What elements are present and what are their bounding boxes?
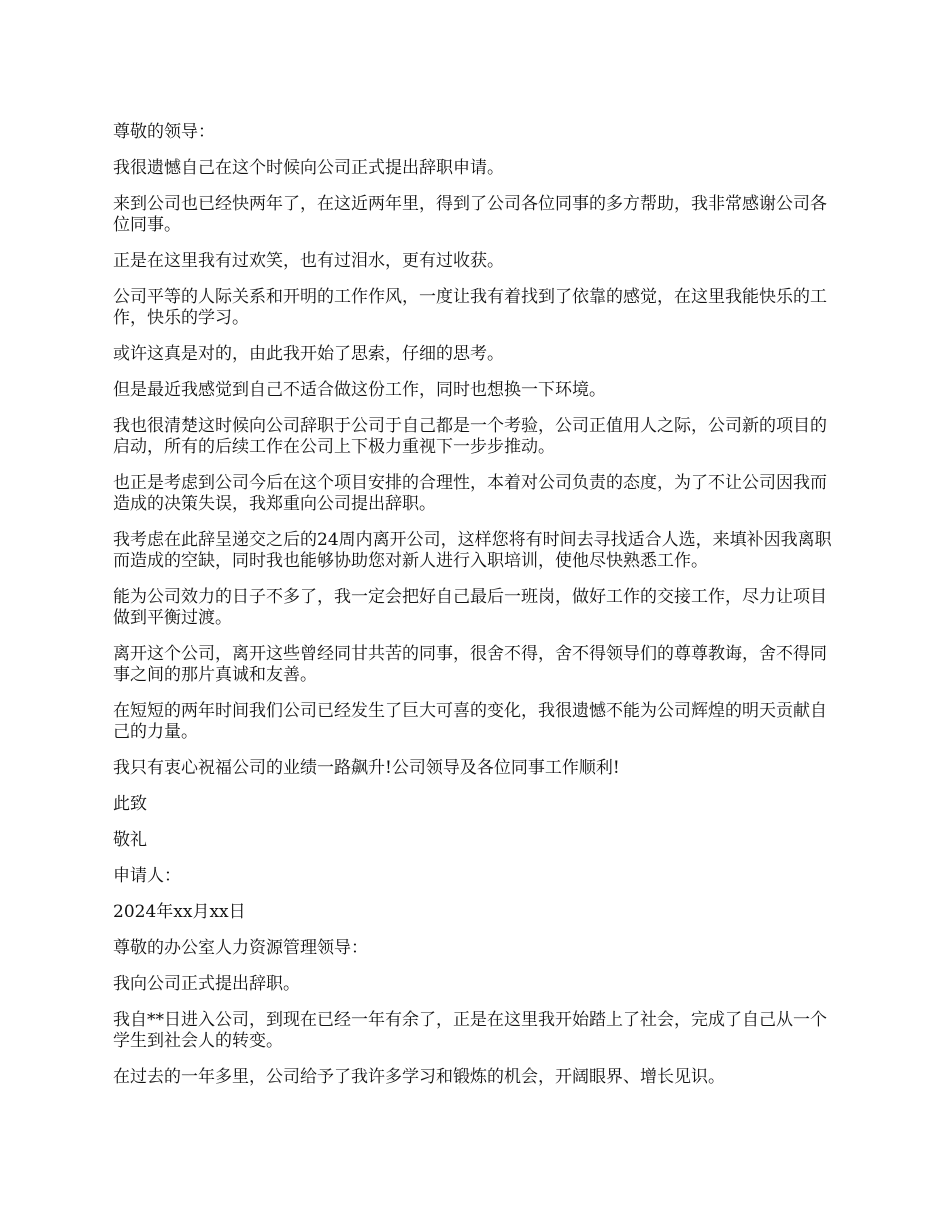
paragraph: 公司平等的人际关系和开明的工作作风，一度让我有着找到了依靠的感觉，在这里我能快乐的工作，快乐的学习。 — [113, 287, 827, 328]
paragraph: 正是在这里我有过欢笑，也有过泪水，更有过收获。 — [113, 251, 504, 271]
paragraph: 我也很清楚这时候向公司辞职于公司于自己都是一个考验，公司正值用人之际，公司新的项目的启动，所有的后续工作在公司上下极力重视下一步步推动。 — [113, 416, 827, 457]
paragraph: 来到公司也已经快两年了，在这近两年里，得到了公司各位同事的多方帮助，我非常感谢公司各位同事。 — [113, 194, 827, 235]
paragraph: 我向公司正式提出辞职。 — [113, 974, 300, 994]
paragraph: 能为公司效力的日子不多了，我一定会把好自己最后一班岗，做好工作的交接工作，尽力让项目做到平衡过渡。 — [113, 587, 827, 628]
salutation: 尊敬的领导： — [113, 122, 215, 142]
paragraph: 我只有衷心祝福公司的业绩一路飙升!公司领导及各位同事工作顺利! — [113, 758, 620, 778]
paragraph: 我自**日进入公司，到现在已经一年有余了，正是在这里我开始踏上了社会，完成了自己从一个学生到社会人的转变。 — [113, 1010, 827, 1051]
letter-date: 2024年xx月xx日 — [113, 902, 246, 922]
letter-body — [113, 122, 840, 1103]
paragraph: 也正是考虑到公司今后在这个项目安排的合理性，本着对公司负责的态度，为了不让公司因我而造成的决策失误，我郑重向公司提出辞职。 — [113, 473, 827, 514]
paragraph: 在过去的一年多里，公司给予了我许多学习和锻炼的机会，开阔眼界、增长见识。 — [113, 1067, 725, 1087]
paragraph: 在短短的两年时间我们公司已经发生了巨大可喜的变化，我很遗憾不能为公司辉煌的明天贡献自己的力量。 — [113, 701, 827, 742]
applicant-label: 申请人： — [113, 866, 181, 886]
paragraph: 我考虑在此辞呈递交之后的24周内离开公司，这样您将有时间去寻找适合人选，来填补因我离职而造成的空缺，同时我也能够协助您对新人进行入职培训，使他尽快熟悉工作。 — [113, 530, 832, 571]
second-salutation: 尊敬的办公室人力资源管理领导： — [113, 938, 368, 958]
closing-regards: 敬礼 — [113, 830, 147, 850]
closing-line: 此致 — [113, 794, 147, 814]
paragraph: 或许这真是对的，由此我开始了思索，仔细的思考。 — [113, 344, 504, 364]
paragraph: 离开这个公司，离开这些曾经同甘共苦的同事，很舍不得，舍不得领导们的尊尊教诲，舍不得同事之间的那片真诚和友善。 — [113, 644, 827, 685]
paragraph: 我很遗憾自己在这个时候向公司正式提出辞职申请。 — [113, 158, 504, 178]
paragraph: 但是最近我感觉到自己不适合做这份工作，同时也想换一下环境。 — [113, 380, 606, 400]
